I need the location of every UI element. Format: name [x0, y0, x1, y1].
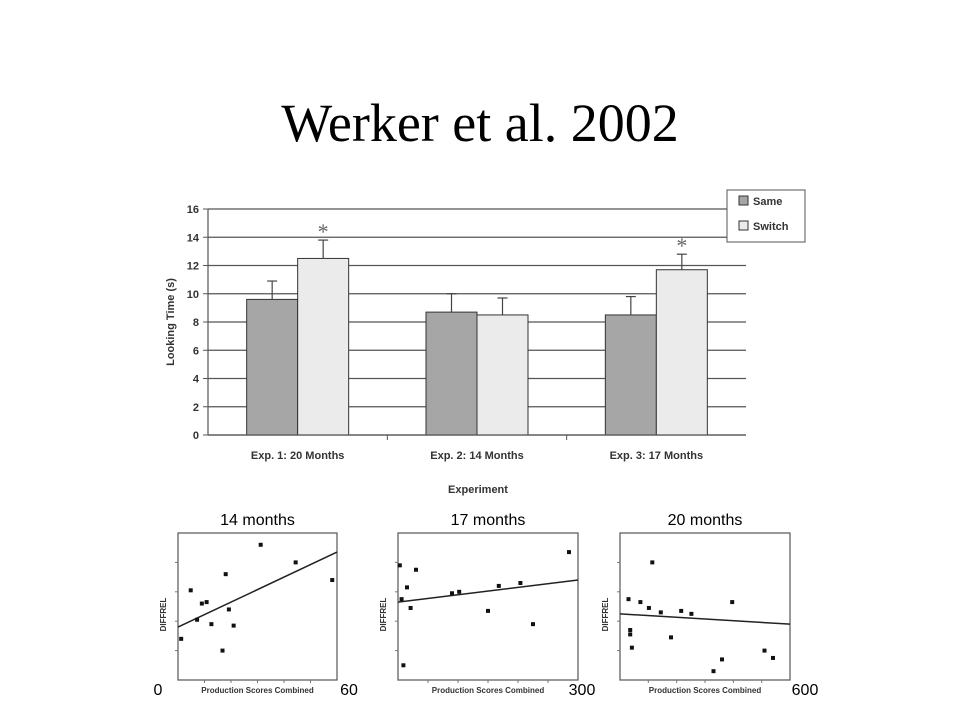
trend-line	[398, 580, 578, 602]
scatter-point	[259, 543, 263, 547]
scatter-point	[227, 607, 231, 611]
scatter-point	[567, 550, 571, 554]
scatter-point	[294, 560, 298, 564]
scatter-frame	[620, 533, 790, 680]
scatter-frame	[178, 533, 337, 680]
y-tick-label: 12	[186, 260, 199, 273]
scatter-point	[647, 606, 651, 610]
legend-label: Same	[753, 196, 783, 208]
scatter-point	[414, 568, 418, 572]
trend-line	[620, 614, 790, 624]
scatter-point	[669, 635, 673, 639]
scatter-point	[712, 669, 716, 673]
y-tick-label: 4	[192, 373, 199, 386]
scatter-point	[209, 622, 213, 626]
scatter-point	[409, 606, 413, 610]
scatter-x-title: Production Scores Combined	[201, 686, 314, 695]
scatter-point	[630, 646, 634, 650]
bar-switch	[656, 270, 707, 435]
y-tick-label: 10	[186, 288, 199, 301]
y-tick-label: 0	[192, 430, 199, 442]
bar-switch	[477, 315, 528, 435]
scatter-title: 14 months	[220, 512, 295, 529]
bar-same	[426, 312, 477, 435]
scatter-point	[628, 632, 632, 636]
scatter-point	[531, 622, 535, 626]
scatter-point	[720, 657, 724, 661]
slide-title: Werker et al. 2002	[281, 93, 679, 153]
x-category-label: Exp. 2: 14 Months	[430, 450, 524, 462]
scatter-x-title: Production Scores Combined	[648, 686, 762, 695]
y-tick-label: 14	[186, 232, 199, 245]
scatter-x-title: Production Scores Combined	[431, 686, 545, 695]
scatter-point	[179, 637, 183, 641]
scatter-point	[627, 597, 631, 601]
significance-star: *	[317, 219, 329, 245]
x-category-label: Exp. 3: 17 Months	[609, 450, 704, 462]
scatter-point	[232, 624, 236, 628]
scatter-point	[628, 628, 632, 632]
scatter-point	[771, 656, 775, 660]
x-category-label: Exp. 1: 20 Months	[250, 450, 345, 462]
bar-same	[605, 315, 656, 435]
y-tick-label: 6	[192, 345, 199, 358]
bar-switch	[298, 258, 349, 435]
scatter-point	[205, 600, 209, 604]
trend-line	[178, 552, 337, 627]
scatter-y-title: DIFFREL	[159, 597, 168, 632]
scatter-frame	[398, 533, 578, 680]
scatter-point	[659, 610, 663, 614]
scatter-point	[679, 609, 683, 613]
legend-label: Switch	[753, 221, 789, 233]
scatter-point	[405, 585, 409, 589]
scatter-point	[486, 609, 490, 613]
legend-swatch	[739, 196, 748, 205]
scatter-point	[730, 600, 734, 604]
significance-star: *	[676, 233, 688, 259]
scatter-point	[221, 649, 225, 653]
scatter-point	[401, 663, 405, 667]
scatter-point	[497, 584, 501, 588]
scatter-point	[650, 560, 654, 564]
scatter-point	[763, 649, 767, 653]
x-axis-title: Experiment	[448, 484, 508, 496]
scatter-point	[400, 597, 404, 601]
scatter-point	[200, 602, 204, 606]
scatter-title: 17 months	[450, 512, 526, 529]
bar-same	[247, 299, 298, 435]
scatter-x-tick-label: 300	[568, 682, 596, 699]
legend-swatch	[739, 221, 748, 230]
scatter-point	[457, 590, 461, 594]
y-axis-title: Looking Time (s)	[165, 278, 177, 366]
y-tick-label: 2	[192, 401, 199, 414]
scatter-y-title: DIFFREL	[379, 597, 388, 632]
scatter-point	[638, 600, 642, 604]
scatter-point	[224, 572, 228, 576]
scatter-point	[195, 618, 199, 622]
scatter-x-tick-label: 0	[153, 682, 163, 699]
scatter-point	[189, 588, 193, 592]
scatter-title: 20 months	[667, 512, 743, 529]
scatter-x-tick-label: 60	[340, 682, 358, 699]
scatter-point	[330, 578, 334, 582]
scatter-point	[689, 612, 693, 616]
scatter-point	[450, 591, 454, 595]
y-tick-label: 16	[186, 204, 199, 216]
y-tick-label: 8	[192, 317, 199, 329]
scatter-point	[518, 581, 522, 585]
scatter-point	[398, 563, 402, 567]
scatter-x-tick-label: 600	[791, 682, 819, 699]
scatter-y-title: DIFFREL	[601, 597, 610, 632]
